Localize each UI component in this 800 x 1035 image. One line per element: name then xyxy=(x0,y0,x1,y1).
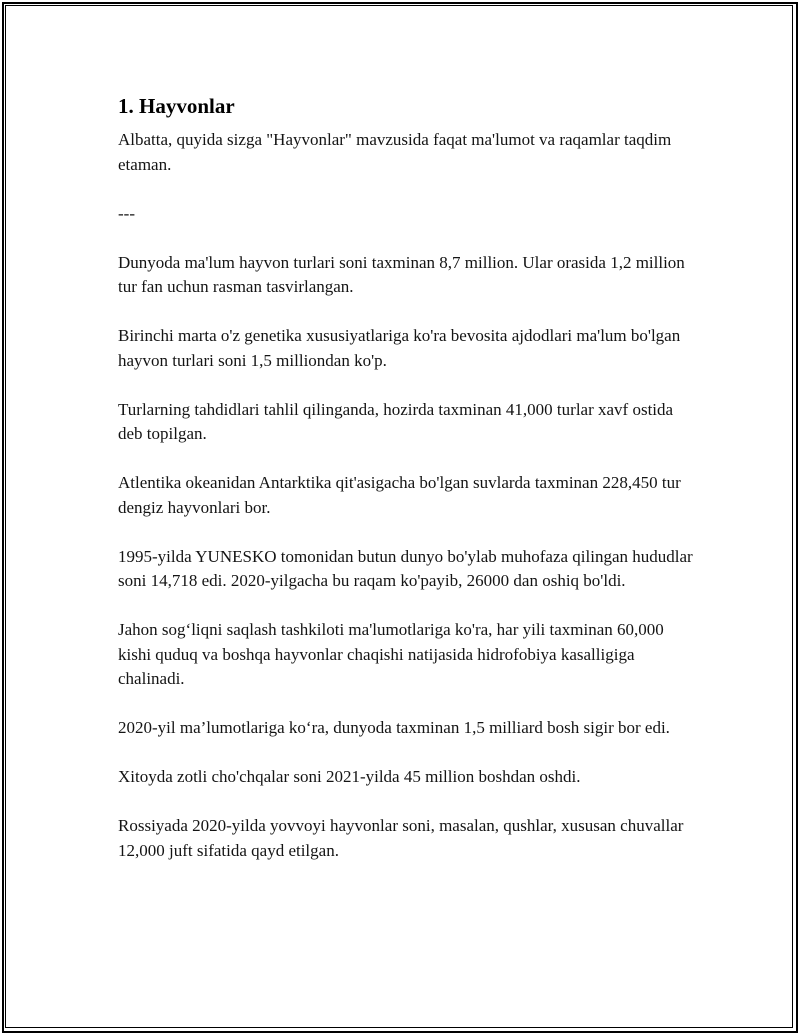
paragraph-protected-areas: 1995-yilda YUNESKO tomonidan butun dunyo bo'ylab muhofaza qilingan hududlar soni 14,718 edi. 2020-yilgacha bu raqam ko'payib, 26000 dan oshiq bo'ldi. xyxy=(118,546,693,590)
paragraph-separator: --- xyxy=(118,203,135,223)
paragraph-marine-species: Atlentika okeanidan Antarktika qit'asigacha bo'lgan suvlarda taxminan 228,450 tur dengiz hayvonlari bor. xyxy=(118,473,681,517)
paragraph-intro: Albatta, quyida sizga "Hayvonlar" mavzusida faqat ma'lumot va raqamlar taqdim etaman. xyxy=(118,130,672,174)
paragraph-pigs: Xitoyda zotli cho'chqalar soni 2021-yilda 45 million boshdan oshdi. xyxy=(118,767,581,786)
section-heading: 1. Hayvonlar xyxy=(118,94,235,118)
paragraph-genetic-ancestry: Birinchi marta o'z genetika xususiyatlariga ko'ra bevosita ajdodlari ma'lum bo'lgan hayvon turlari soni 1,5 milliondan ko'p. xyxy=(118,326,681,370)
paragraph-rabies: Jahon sog‘liqni saqlash tashkiloti ma'lumotlariga ko'ra, har yili taxminan 60,000 kishi quduq va boshqa hayvonlar chaqishi natijasida hidrofobiya kasalligiga chalinadi. xyxy=(118,620,664,688)
paragraph-cattle: 2020-yil ma’lumotlariga ko‘ra, dunyoda taxminan 1,5 milliard bosh sigir bor edi. xyxy=(118,718,670,737)
paragraph-threatened-species: Turlarning tahdidlari tahlil qilinganda, hozirda taxminan 41,000 turlar xavf ostida deb topilgan. xyxy=(118,399,674,443)
document-body xyxy=(118,92,698,888)
paragraph-wild-animals: Rossiyada 2020-yilda yovvoyi hayvonlar soni, masalan, qushlar, xususan chuvallar 12,000 juft sifatida qayd etilgan. xyxy=(118,816,684,860)
paragraph-species-count: Dunyoda ma'lum hayvon turlari soni taxminan 8,7 million. Ular orasida 1,2 million tur fan uchun rasman tasvirlangan. xyxy=(118,252,685,296)
